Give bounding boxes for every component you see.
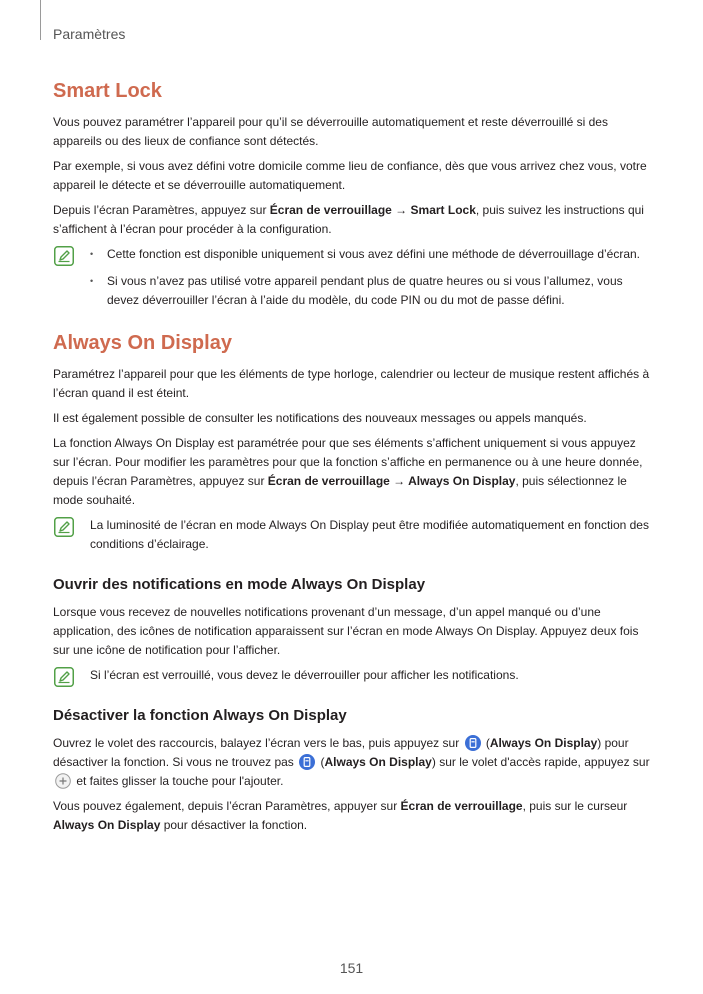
section-always-on-display: [53, 332, 650, 554]
menu-path: Always On Display: [408, 474, 516, 488]
always-on-display-quick-icon: [299, 754, 315, 770]
menu-path: Écran de verrouillage: [400, 799, 523, 813]
page-number: 151: [339, 960, 364, 976]
always-on-display-quick-icon: [465, 735, 481, 751]
subsection-title-open-notifications: Ouvrir des notifications en mode Always On Display: [53, 576, 426, 593]
menu-path: Smart Lock: [410, 203, 476, 217]
note-list: [90, 245, 650, 310]
running-header: Paramètres: [53, 26, 126, 42]
note-block: [53, 245, 650, 310]
page-content: [53, 80, 650, 857]
paragraph: Par exemple, si vous avez défini votre domicile comme lieu de confiance, dès que vous arrivez chez vous, votre appareil le détecte et se déverrouille automatiquement.: [53, 159, 647, 192]
paragraph: Paramétrez l’appareil pour que les éléments de type horloge, calendrier ou lecteur de musique restent affichés à l’écran quand il est éteint.: [53, 367, 650, 400]
menu-path: Écran de verrouillage: [267, 474, 390, 488]
section-open-notifications: [53, 576, 650, 685]
paragraph: Vous pouvez paramétrer l’appareil pour qu’il se déverrouille automatiquement et reste déverrouillé si des appareils ou des lieux de confiance sont détectés.: [53, 115, 608, 148]
paragraph: Il est également possible de consulter les notifications des nouveaux messages ou appels manqués.: [53, 411, 587, 425]
note-text: Si l’écran est verrouillé, vous devez le déverrouiller pour afficher les notifications.: [90, 668, 519, 682]
header-divider: [40, 0, 41, 40]
menu-path: Écran de verrouillage: [269, 203, 392, 217]
subsection-title-disable-aod: Désactiver la fonction Always On Display: [53, 707, 347, 724]
note-text: La luminosité de l’écran en mode Always On Display peut être modifiée automatiquement en fonction des conditions d’éclairage.: [90, 518, 649, 551]
section-disable-aod: [53, 707, 650, 835]
paragraph: La fonction Always On Display est paramétrée pour que ses éléments s’affichent uniquement si vous appuyez sur l’écran. Pour modifier les paramètres pour que la fonction s’affiche en permanence ou à une heure donnée, depuis l’écran Paramètres, appuyez sur Écran de verrouillage → Always On Display, puis sélectionnez le mode souhaité.: [53, 436, 643, 507]
paragraph: Depuis l’écran Paramètres, appuyez sur Écran de verrouillage → Smart Lock, puis suivez les instructions qui s’affichent à l’écran pour procéder à la configuration.: [53, 203, 644, 236]
list-item: • Cette fonction est disponible uniquement si vous avez défini une méthode de déverrouillage d’écran.: [90, 245, 650, 264]
paragraph: Ouvrez le volet des raccourcis, balayez l’écran vers le bas, puis appuyez sur (Always On Display) pour désactiver la fonction. Si vous ne trouvez pas (Always On Display) sur le volet d'accès rapide, appuyez sur et faites glisser la touche pour l'ajouter.: [53, 736, 650, 788]
add-plus-icon: [55, 773, 71, 789]
note-pencil-icon: [54, 246, 74, 266]
paragraph: Vous pouvez également, depuis l’écran Paramètres, appuyer sur Écran de verrouillage, puis sur le curseur Always On Display pour désactiver la fonction.: [53, 799, 628, 832]
section-smart-lock: [53, 80, 650, 310]
note-pencil-icon: [54, 667, 74, 687]
note-block: [53, 516, 650, 554]
paragraph: Lorsque vous recevez de nouvelles notifications provenant d’un message, d’un appel manqué ou d’une application, des icônes de notification apparaissent sur l’écran en mode Always On Display. Appuyez deux fois sur une icône de notification pour l’afficher.: [53, 605, 639, 657]
note-pencil-icon: [54, 517, 74, 537]
section-title-smart-lock: Smart Lock: [53, 80, 162, 102]
note-block: [53, 666, 650, 685]
list-item: • Si vous n’avez pas utilisé votre appareil pendant plus de quatre heures ou si vous l’allumez, vous devez déverrouiller l’écran à l’aide du modèle, du code PIN ou du mot de passe défini.: [90, 272, 650, 310]
section-title-always-on-display: Always On Display: [53, 332, 232, 354]
